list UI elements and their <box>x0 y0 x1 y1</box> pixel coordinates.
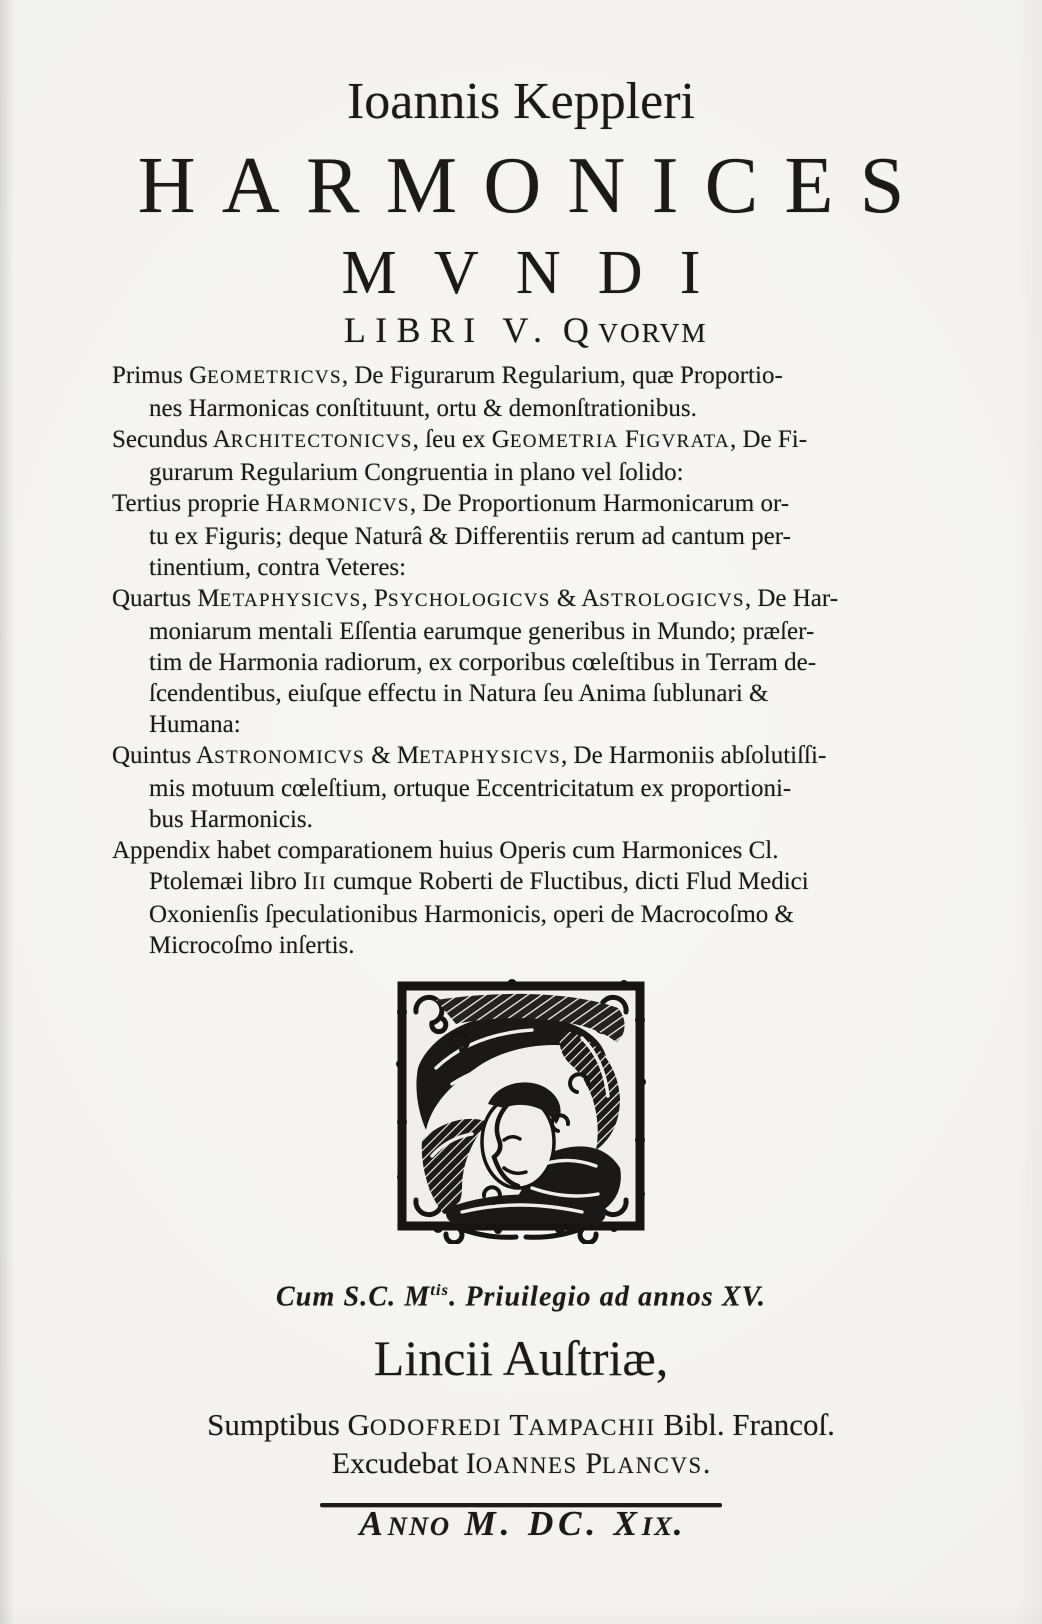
toc-item <box>112 835 948 961</box>
subtitle-prefix: LIBRI V. <box>343 310 552 350</box>
privilege-superscript: tis <box>430 1281 450 1299</box>
toc-item <box>112 488 948 583</box>
toc-line: Microcoſmo inſertis. <box>149 932 355 959</box>
imprint-printer: Excudebat IOANNES PLANCVS. <box>331 1447 711 1480</box>
toc-line: nes Harmonicas conſtituunt, ortu & demonſtrationibus. <box>149 395 697 422</box>
toc-line: Tertius proprie HARMONICVS, De Proportionum Harmonicarum or- <box>112 490 790 517</box>
privilege-rest: . Priuilegio ad annos XV. <box>449 1281 766 1313</box>
toc-item <box>112 360 948 424</box>
toc-line: Primus GEOMETRICVS, De Figurarum Regularium, quæ Proportio- <box>112 362 783 389</box>
toc-item <box>112 424 948 488</box>
toc-line: mis motuum cœleſtium, ortuque Eccentricitatum ex proportioni- <box>149 775 792 802</box>
contents-list <box>112 360 948 961</box>
toc-line: tim de Harmonia radiorum, ex corporibus cœleſtibus in Terram de- <box>149 649 817 676</box>
toc-line: Appendix habet comparationem huius Operis cum Harmonices Cl. <box>112 837 779 864</box>
title-harmonices: HARMONICES <box>137 142 931 230</box>
toc-line: tinentium, contra Veteres: <box>149 554 407 581</box>
privilege-prefix: Cum S.C. M <box>276 1281 431 1313</box>
title-mundi: MVNDI <box>341 239 738 307</box>
toc-line: ſcendentibus, eiuſque effectu in Natura ſeu Anima ſublunari & <box>149 680 769 707</box>
toc-line: moniarum mentali Eſſentia earumque generibus in Mundo; præſer- <box>149 618 815 645</box>
privilege-line <box>0 1281 1042 1313</box>
printer-device-woodcut <box>0 972 1042 1249</box>
imprint-year: ANNO M. DC. XIX. <box>359 1504 688 1543</box>
toc-line: Quintus ASTRONOMICVS & METAPHYSICVS, De Harmoniis abſolutiſſi- <box>112 742 827 769</box>
imprint-publisher: Sumptibus GODOFREDI TAMPACHII Bibl. Francoſ. <box>207 1407 835 1442</box>
toc-line: Secundus ARCHITECTONICVS, ſeu ex GEOMETRIA FIGVRATA, De Fi- <box>112 426 808 453</box>
ornamental-woodcut-icon <box>392 972 650 1244</box>
toc-item <box>112 583 948 740</box>
subtitle-quorum: QVORVM <box>562 310 708 350</box>
toc-line: Ptolemæi libro III cumque Roberti de Fluctibus, dicti Flud Medici <box>149 868 809 895</box>
toc-line: Oxonienſis ſpeculationibus Harmonicis, operi de Macrocoſmo & <box>149 901 794 928</box>
subtitle-libri-v-quorum <box>0 312 1042 348</box>
toc-line: Humana: <box>149 711 241 738</box>
author-line: Ioannis Keppleri <box>346 73 695 130</box>
imprint-place: Lincii Auſtriæ, <box>373 1330 669 1386</box>
toc-line: gurarum Regularium Congruentia in plano vel ſolido: <box>149 459 684 486</box>
toc-line: Quartus METAPHYSICVS, PSYCHOLOGICVS & ASTROLOGICVS, De Har- <box>112 585 839 612</box>
toc-item <box>112 740 948 835</box>
toc-line: bus Harmonicis. <box>149 806 313 833</box>
toc-line: tu ex Figuris; deque Naturâ & Differentiis rerum ad cantum per- <box>149 523 791 550</box>
